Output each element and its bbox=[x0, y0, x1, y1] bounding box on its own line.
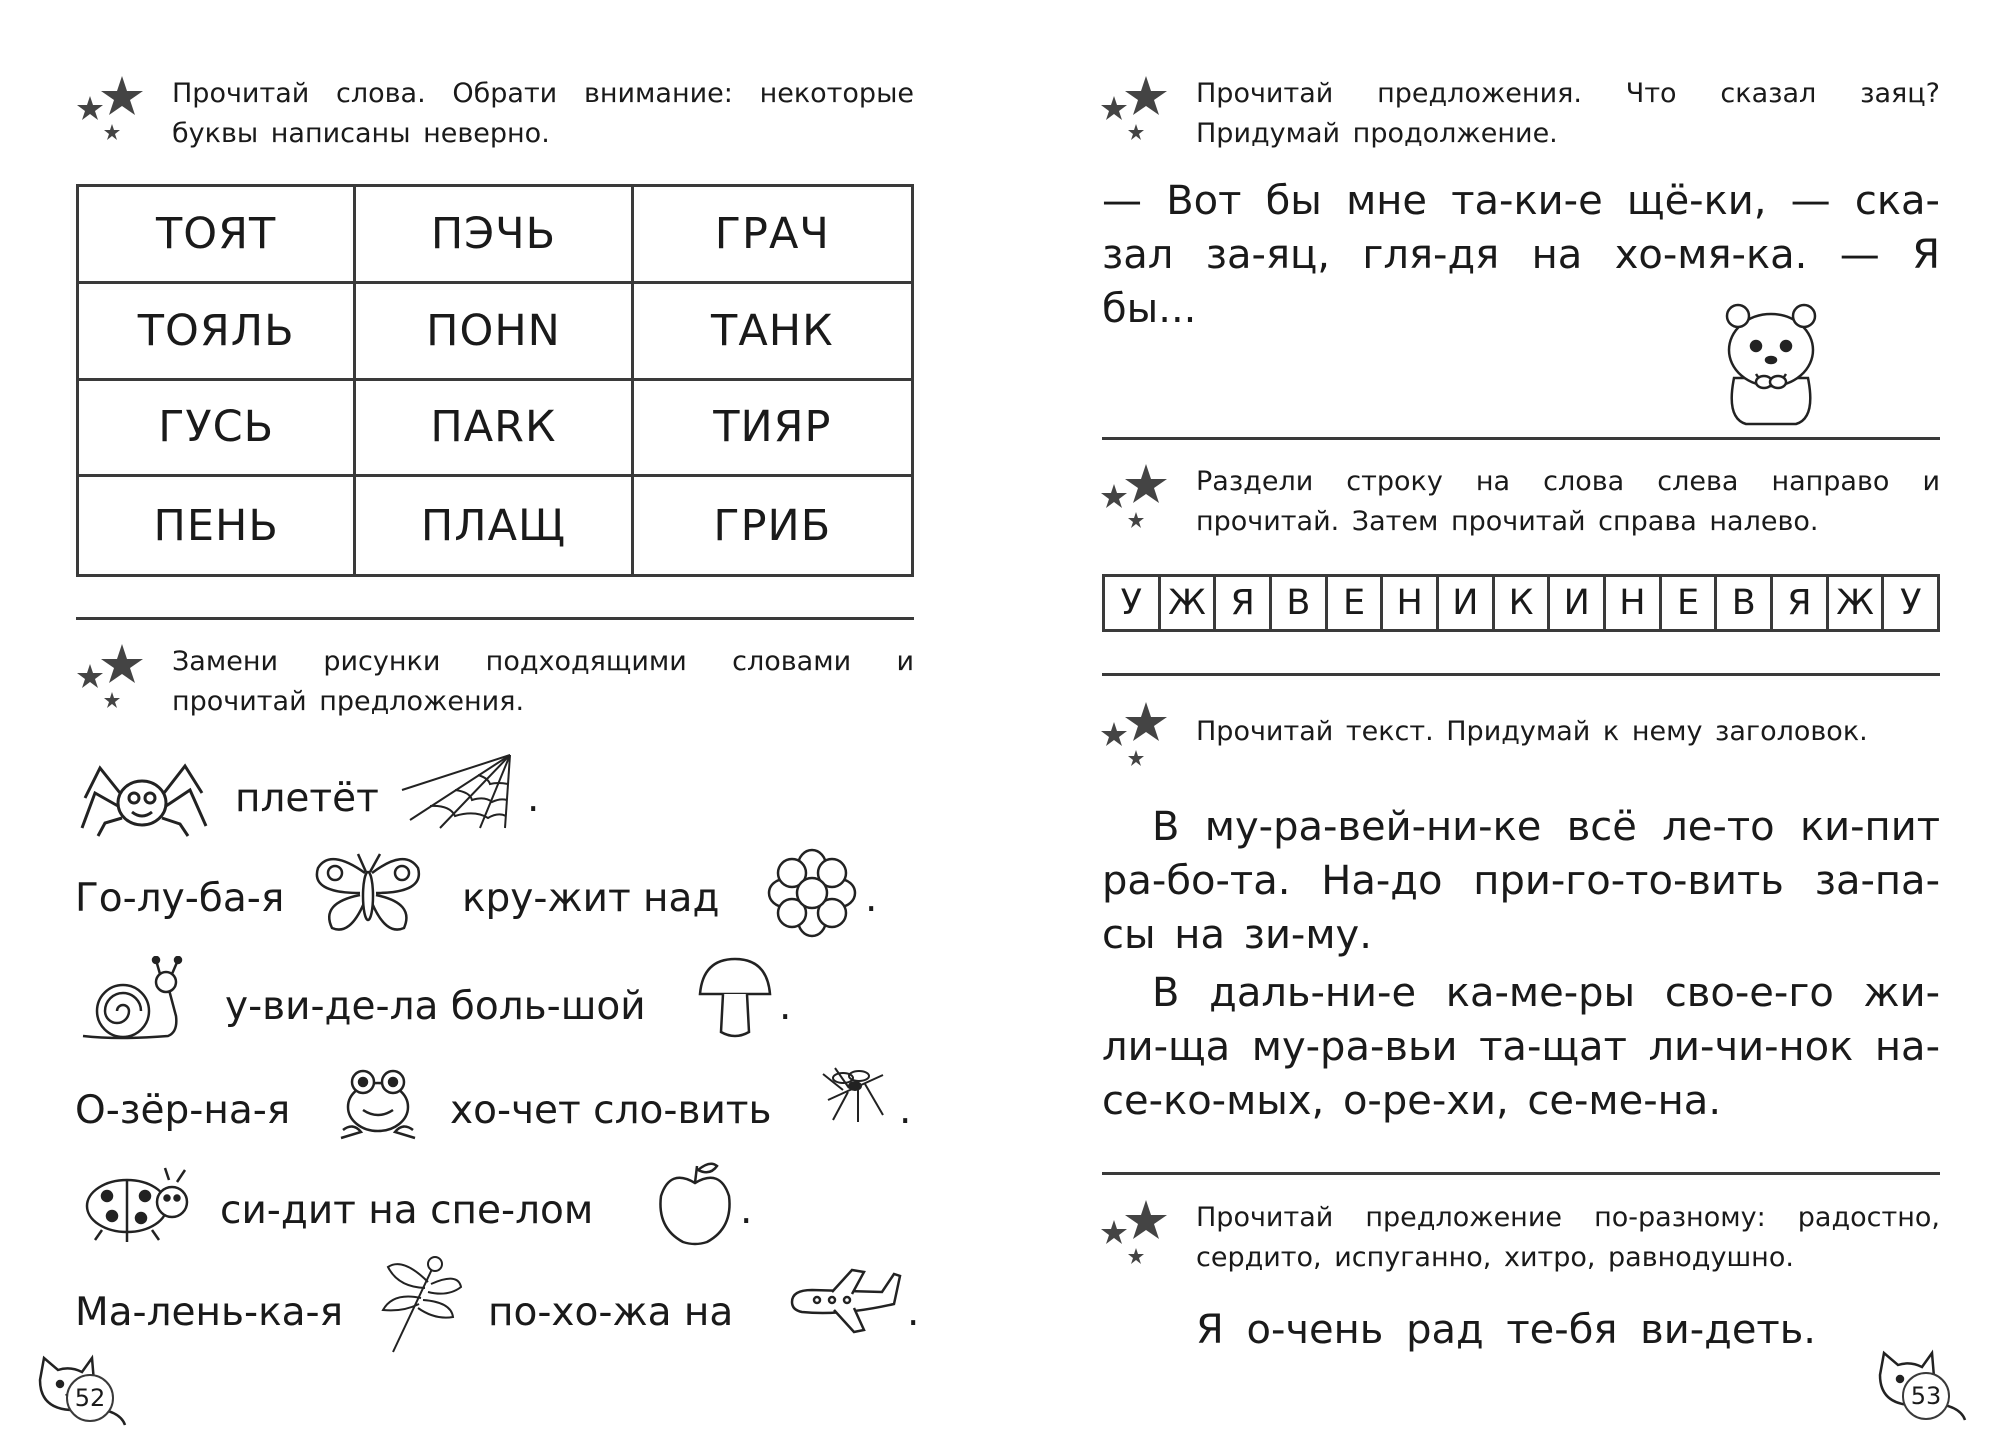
word-cell: ПАRК bbox=[356, 381, 633, 478]
stars-icon bbox=[1098, 698, 1168, 778]
letter-cell: В bbox=[1272, 577, 1328, 629]
ant-text-paragraph: В даль-ни-е ка-ме-ры сво-е-го жи-ли-ща му-ра-вьи та-щат ли-чи-нок на-се-ко-мых, о-ре-хи, се-ме-на. bbox=[1102, 970, 1940, 1124]
sentence-end: . bbox=[740, 1188, 753, 1233]
divider bbox=[1102, 437, 1940, 440]
letter-cell: И bbox=[1550, 577, 1606, 629]
word-cell: ГРАЧ bbox=[634, 187, 911, 284]
stars-icon bbox=[1098, 460, 1168, 540]
rebus-sentence bbox=[75, 956, 935, 1056]
sentence-text: плетёт bbox=[235, 776, 379, 821]
rebus-sentence bbox=[75, 848, 935, 948]
dragonfly-icon bbox=[373, 1252, 463, 1357]
page-number: 53 bbox=[1902, 1372, 1950, 1420]
spider-icon bbox=[80, 748, 210, 838]
mosquito-icon bbox=[813, 1060, 893, 1130]
task-instruction: Раздели строку на слова слева направо и прочитай. Затем прочитай справа налево. bbox=[1196, 466, 1940, 537]
sentence-end: . bbox=[527, 776, 540, 821]
sentence-text: у-ви-де-ла боль-шой bbox=[225, 984, 646, 1029]
task-instruction: Прочитай слова. Обрати внимание: некоторые буквы написаны неверно. bbox=[172, 78, 914, 149]
sentence-text: О-зёр-на-я bbox=[75, 1088, 291, 1133]
sentence-end: . bbox=[865, 876, 878, 921]
apple-icon bbox=[655, 1158, 735, 1248]
frog-icon bbox=[333, 1062, 423, 1142]
task-instruction: Прочитай текст. Придумай к нему заголовок. bbox=[1196, 716, 1868, 747]
sentence-text: по-хо-жа на bbox=[488, 1290, 734, 1335]
letter-cell: Ж bbox=[1161, 577, 1217, 629]
sentence-text: хо-чет сло-вить bbox=[450, 1088, 772, 1133]
letter-cell: Н bbox=[1606, 577, 1662, 629]
hamster-icon bbox=[1716, 298, 1826, 428]
task-instruction: Замени рисунки подходящими словами и прочитай предложения. bbox=[172, 646, 914, 717]
stars-icon bbox=[74, 640, 144, 720]
rebus-sentence bbox=[75, 1262, 935, 1362]
sentence-text: си-дит на спе-лом bbox=[220, 1188, 594, 1233]
word-cell: ТОЯЛЬ bbox=[79, 284, 356, 381]
word-cell: ПЭЧЬ bbox=[356, 187, 633, 284]
stars-icon bbox=[1098, 1196, 1168, 1276]
practice-sentence: Я о-чень рад те-бя ви-деть. bbox=[1196, 1307, 1817, 1353]
flower-icon bbox=[767, 848, 857, 938]
rebus-sentence bbox=[75, 748, 935, 848]
sentence-text: кру-жит над bbox=[462, 876, 720, 921]
divider bbox=[1102, 1172, 1940, 1175]
right-page bbox=[1000, 0, 2000, 1451]
ant-text-paragraph: В му-ра-вей-ни-ке всё ле-то ки-пит ра-бо-та. На-до при-го-то-вить за-па-сы на зи-му. bbox=[1102, 804, 1940, 958]
letter-cell: Я bbox=[1216, 577, 1272, 629]
letter-cell: В bbox=[1717, 577, 1773, 629]
word-cell: ПЛАЩ bbox=[356, 477, 633, 574]
page-number: 52 bbox=[66, 1374, 114, 1422]
letter-cell: Е bbox=[1328, 577, 1384, 629]
letter-cell: Я bbox=[1773, 577, 1829, 629]
letter-cell: У bbox=[1900, 583, 1922, 623]
word-cell: ГУСЬ bbox=[79, 381, 356, 478]
word-table bbox=[76, 184, 914, 577]
divider bbox=[1102, 673, 1940, 676]
sentence-end: . bbox=[899, 1088, 912, 1133]
stars-icon bbox=[74, 72, 144, 152]
letter-cell: Е bbox=[1662, 577, 1718, 629]
task-instruction: Прочитай предложение по-разному: радостно, сердито, испуганно, хитро, равнодушно. bbox=[1196, 1202, 1940, 1273]
letter-cell: Н bbox=[1383, 577, 1439, 629]
word-cell: ПЕНЬ bbox=[79, 477, 356, 574]
sentence-end: . bbox=[907, 1290, 920, 1335]
ladybug-icon bbox=[77, 1164, 197, 1244]
word-cell: ПОНN bbox=[356, 284, 633, 381]
letter-cell: К bbox=[1495, 577, 1551, 629]
rebus-sentence bbox=[75, 1160, 935, 1260]
word-cell: ТОЯТ bbox=[79, 187, 356, 284]
letter-cell: Ж bbox=[1829, 577, 1885, 629]
sentence-end: . bbox=[779, 984, 792, 1029]
task-instruction: Прочитай предложения. Что сказал заяц? Придумай продолжение. bbox=[1196, 78, 1940, 149]
divider bbox=[76, 617, 914, 620]
word-cell: ТИЯР bbox=[634, 381, 911, 478]
sentence-text: Ма-лень-ка-я bbox=[75, 1290, 344, 1335]
letter-cell: И bbox=[1439, 577, 1495, 629]
mushroom-icon bbox=[695, 954, 775, 1044]
sentence-text: Го-лу-ба-я bbox=[75, 876, 285, 921]
butterfly-icon bbox=[310, 848, 425, 938]
letter-cell: У bbox=[1105, 577, 1161, 629]
stars-icon bbox=[1098, 72, 1168, 152]
letter-strip bbox=[1102, 574, 1940, 632]
snail-icon bbox=[78, 956, 193, 1044]
airplane-icon bbox=[782, 1262, 902, 1342]
word-cell: ГРИБ bbox=[713, 500, 832, 551]
rebus-sentence bbox=[75, 1060, 935, 1160]
cobweb-icon bbox=[400, 750, 520, 830]
hare-dialogue: — Вот бы мне та-ки-е щё-ки, — ска-зал за-яц, гля-дя на хо-мя-ка. — Я бы... bbox=[1102, 178, 1940, 332]
word-cell: ТАНК bbox=[634, 284, 911, 381]
